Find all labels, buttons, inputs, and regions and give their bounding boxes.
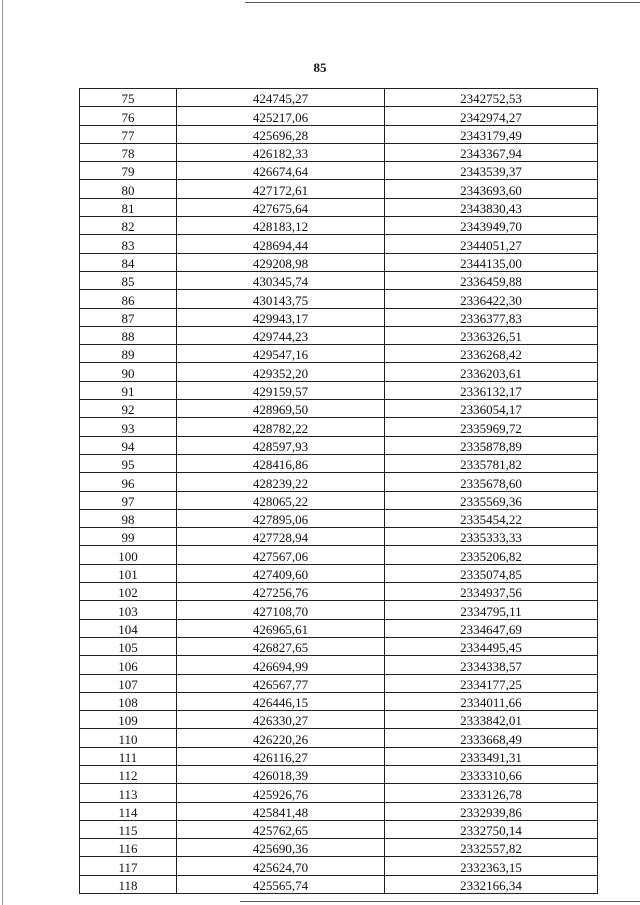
table-row [80,564,598,582]
x-coordinate-cell: 426018,39 [177,765,385,783]
y-coordinate-cell: 2336132,17 [385,381,598,399]
point-number-cell: 115 [80,820,177,838]
point-number-cell: 79 [80,162,177,180]
table-row [80,143,598,161]
point-number-cell: 101 [80,564,177,582]
x-coordinate-cell: 426567,77 [177,674,385,692]
table-row [80,857,598,875]
table-row [80,765,598,783]
x-coordinate-cell: 425762,65 [177,820,385,838]
point-number-cell: 95 [80,454,177,472]
y-coordinate-cell: 2335969,72 [385,418,598,436]
table-row [80,253,598,271]
x-coordinate-cell: 426446,15 [177,692,385,710]
table-row [80,198,598,216]
point-number-cell: 84 [80,253,177,271]
table-row [80,546,598,564]
point-number-cell: 109 [80,711,177,729]
y-coordinate-cell: 2335333,33 [385,528,598,546]
table-row [80,875,598,893]
x-coordinate-cell: 425565,74 [177,875,385,893]
y-coordinate-cell: 2344135,00 [385,253,598,271]
y-coordinate-cell: 2342974,27 [385,107,598,125]
point-number-cell: 83 [80,235,177,253]
y-coordinate-cell: 2332363,15 [385,857,598,875]
coordinates-table-body [80,89,598,894]
y-coordinate-cell: 2333842,01 [385,711,598,729]
table-row [80,290,598,308]
x-coordinate-cell: 430143,75 [177,290,385,308]
point-number-cell: 104 [80,619,177,637]
table-row [80,711,598,729]
bottom-scan-edge [240,901,640,902]
point-number-cell: 105 [80,637,177,655]
point-number-cell: 114 [80,802,177,820]
page-number: 85 [313,60,327,75]
point-number-cell: 107 [80,674,177,692]
point-number-cell: 90 [80,363,177,381]
table-row [80,345,598,363]
x-coordinate-cell: 426330,27 [177,711,385,729]
table-row [80,583,598,601]
x-coordinate-cell: 427567,06 [177,546,385,564]
left-scan-edge [2,0,3,905]
x-coordinate-cell: 428782,22 [177,418,385,436]
y-coordinate-cell: 2336377,83 [385,308,598,326]
table-row [80,308,598,326]
x-coordinate-cell: 428597,93 [177,436,385,454]
table-row [80,436,598,454]
x-coordinate-cell: 430345,74 [177,271,385,289]
table-row [80,418,598,436]
table-row [80,509,598,527]
x-coordinate-cell: 429352,20 [177,363,385,381]
x-coordinate-cell: 427728,94 [177,528,385,546]
x-coordinate-cell: 428416,86 [177,454,385,472]
table-row [80,528,598,546]
point-number-cell: 99 [80,528,177,546]
y-coordinate-cell: 2334937,56 [385,583,598,601]
x-coordinate-cell: 428065,22 [177,491,385,509]
point-number-cell: 93 [80,418,177,436]
y-coordinate-cell: 2333310,66 [385,765,598,783]
x-coordinate-cell: 424745,27 [177,89,385,107]
point-number-cell: 118 [80,875,177,893]
point-number-cell: 100 [80,546,177,564]
y-coordinate-cell: 2335074,85 [385,564,598,582]
y-coordinate-cell: 2336422,30 [385,290,598,308]
x-coordinate-cell: 426220,26 [177,729,385,747]
y-coordinate-cell: 2335206,82 [385,546,598,564]
table-row [80,820,598,838]
point-number-cell: 88 [80,326,177,344]
table-row [80,839,598,857]
x-coordinate-cell: 429744,23 [177,326,385,344]
point-number-cell: 85 [80,271,177,289]
table-row [80,89,598,107]
x-coordinate-cell: 425624,70 [177,857,385,875]
point-number-cell: 94 [80,436,177,454]
x-coordinate-cell: 428969,50 [177,400,385,418]
table-row [80,747,598,765]
table-row [80,656,598,674]
y-coordinate-cell: 2334495,45 [385,637,598,655]
y-coordinate-cell: 2335781,82 [385,454,598,472]
y-coordinate-cell: 2343367,94 [385,143,598,161]
x-coordinate-cell: 426694,99 [177,656,385,674]
x-coordinate-cell: 429943,17 [177,308,385,326]
coordinates-table [79,88,598,894]
table-row [80,326,598,344]
table-row [80,619,598,637]
point-number-cell: 98 [80,509,177,527]
table-row [80,217,598,235]
point-number-cell: 103 [80,601,177,619]
x-coordinate-cell: 427108,70 [177,601,385,619]
point-number-cell: 112 [80,765,177,783]
x-coordinate-cell: 427409,60 [177,564,385,582]
table-row [80,637,598,655]
y-coordinate-cell: 2333491,31 [385,747,598,765]
y-coordinate-cell: 2342752,53 [385,89,598,107]
point-number-cell: 106 [80,656,177,674]
y-coordinate-cell: 2335878,89 [385,436,598,454]
y-coordinate-cell: 2333668,49 [385,729,598,747]
table-row [80,235,598,253]
y-coordinate-cell: 2344051,27 [385,235,598,253]
y-coordinate-cell: 2336054,17 [385,400,598,418]
table-row [80,162,598,180]
table-row [80,381,598,399]
y-coordinate-cell: 2343693,60 [385,180,598,198]
y-coordinate-cell: 2334177,25 [385,674,598,692]
point-number-cell: 92 [80,400,177,418]
y-coordinate-cell: 2334338,57 [385,656,598,674]
x-coordinate-cell: 425926,76 [177,784,385,802]
y-coordinate-cell: 2334647,69 [385,619,598,637]
x-coordinate-cell: 428239,22 [177,473,385,491]
table-row [80,729,598,747]
point-number-cell: 108 [80,692,177,710]
y-coordinate-cell: 2332166,34 [385,875,598,893]
x-coordinate-cell: 426182,33 [177,143,385,161]
point-number-cell: 76 [80,107,177,125]
point-number-cell: 96 [80,473,177,491]
point-number-cell: 82 [80,217,177,235]
point-number-cell: 102 [80,583,177,601]
x-coordinate-cell: 427895,06 [177,509,385,527]
y-coordinate-cell: 2343179,49 [385,125,598,143]
x-coordinate-cell: 427172,61 [177,180,385,198]
x-coordinate-cell: 428694,44 [177,235,385,253]
table-row [80,454,598,472]
x-coordinate-cell: 427675,64 [177,198,385,216]
x-coordinate-cell: 427256,76 [177,583,385,601]
y-coordinate-cell: 2335678,60 [385,473,598,491]
x-coordinate-cell: 426965,61 [177,619,385,637]
y-coordinate-cell: 2336203,61 [385,363,598,381]
table-row [80,802,598,820]
table-row [80,180,598,198]
y-coordinate-cell: 2332750,14 [385,820,598,838]
x-coordinate-cell: 426674,64 [177,162,385,180]
point-number-cell: 81 [80,198,177,216]
table-row [80,674,598,692]
x-coordinate-cell: 425841,48 [177,802,385,820]
point-number-cell: 89 [80,345,177,363]
table-row [80,491,598,509]
x-coordinate-cell: 429547,16 [177,345,385,363]
point-number-cell: 91 [80,381,177,399]
table-row [80,601,598,619]
table-row [80,125,598,143]
y-coordinate-cell: 2333126,78 [385,784,598,802]
y-coordinate-cell: 2343539,37 [385,162,598,180]
y-coordinate-cell: 2336459,88 [385,271,598,289]
x-coordinate-cell: 425690,36 [177,839,385,857]
point-number-cell: 80 [80,180,177,198]
y-coordinate-cell: 2336326,51 [385,326,598,344]
x-coordinate-cell: 429208,98 [177,253,385,271]
x-coordinate-cell: 426827,65 [177,637,385,655]
point-number-cell: 78 [80,143,177,161]
x-coordinate-cell: 428183,12 [177,217,385,235]
y-coordinate-cell: 2335454,22 [385,509,598,527]
x-coordinate-cell: 425696,28 [177,125,385,143]
point-number-cell: 110 [80,729,177,747]
point-number-cell: 116 [80,839,177,857]
point-number-cell: 87 [80,308,177,326]
y-coordinate-cell: 2334011,66 [385,692,598,710]
point-number-cell: 86 [80,290,177,308]
table-row [80,271,598,289]
y-coordinate-cell: 2343949,70 [385,217,598,235]
y-coordinate-cell: 2343830,43 [385,198,598,216]
y-coordinate-cell: 2332939,86 [385,802,598,820]
x-coordinate-cell: 425217,06 [177,107,385,125]
table-row [80,363,598,381]
point-number-cell: 97 [80,491,177,509]
table-row [80,400,598,418]
table-row [80,692,598,710]
y-coordinate-cell: 2335569,36 [385,491,598,509]
point-number-cell: 113 [80,784,177,802]
table-row [80,784,598,802]
x-coordinate-cell: 429159,57 [177,381,385,399]
point-number-cell: 75 [80,89,177,107]
point-number-cell: 117 [80,857,177,875]
top-scan-edge [245,2,640,3]
table-row [80,473,598,491]
table-row [80,107,598,125]
point-number-cell: 111 [80,747,177,765]
point-number-cell: 77 [80,125,177,143]
x-coordinate-cell: 426116,27 [177,747,385,765]
y-coordinate-cell: 2336268,42 [385,345,598,363]
y-coordinate-cell: 2332557,82 [385,839,598,857]
y-coordinate-cell: 2334795,11 [385,601,598,619]
